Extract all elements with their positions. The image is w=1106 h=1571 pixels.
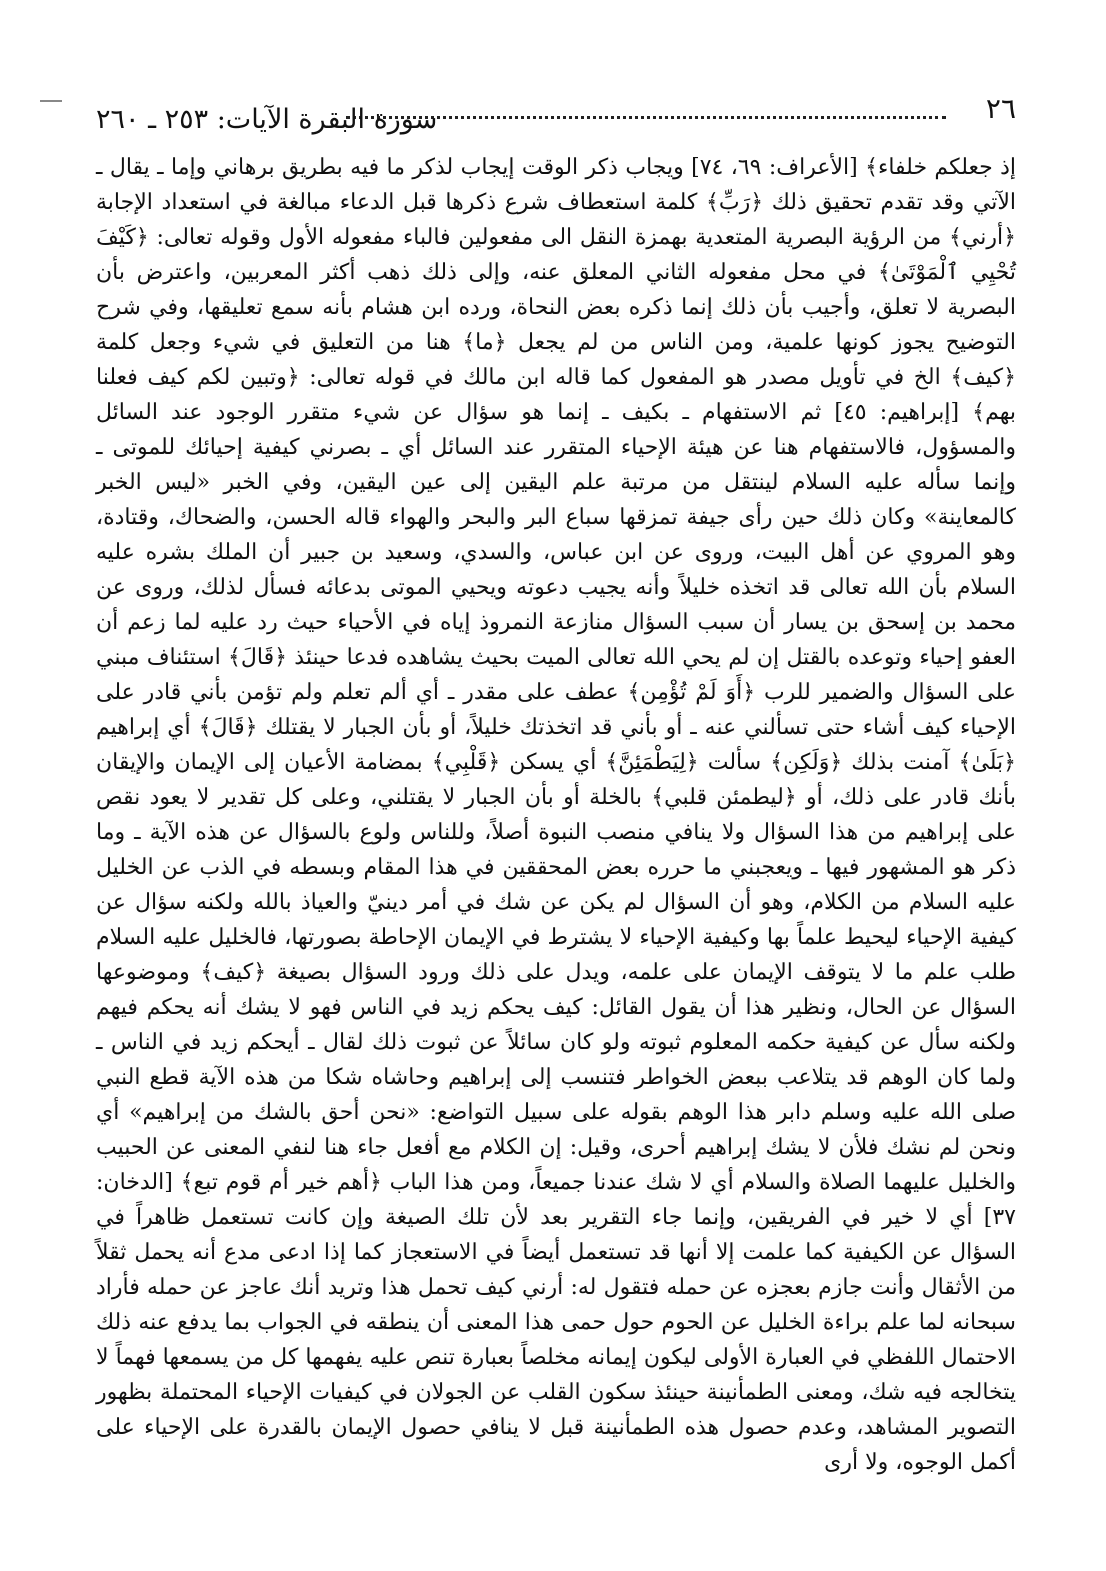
running-title: سورة البقرة الآيات: ٢٥٣ ـ ٢٦٠ (96, 104, 438, 135)
running-header (96, 86, 1016, 146)
body-paragraph: إذ جعلكم خلفاء﴾ [الأعراف: ٦٩، ٧٤] ويجاب ذكر الوقت إيجاب لذكر ما فيه بطريق برهاني وإما ـ يقال ـ الآتي وقد تقدم تحقيق ذلك ﴿رَبِّ﴾ كلمة استعطاف شرع ذكرها قبل الدعاء مبالغة في استعداد الإجابة ﴿أرني﴾ من الرؤية البصرية المتعدية بهمزة النقل الى مفعولين فالباء مفعوله الأول وقوله تعالى: ﴿كَيْفَ تُحْيِي ٱلْمَوْتَىٰ﴾ في محل مفعوله الثاني المعلق عنه، وإلى ذلك ذهب أكثر المعربين، واعترض بأن البصرية لا تعلق، وأجيب بأن ذلك إنما ذكره بعض النحاة، ورده ابن هشام بأنه سمع تعليقها، وفي شرح التوضيح يجوز كونها علمية، ومن الناس من لم يجعل ﴿ما﴾ هنا من التعليق في شيء وجعل كلمة ﴿كيف﴾ الخ في تأويل مصدر هو المفعول كما قاله ابن مالك في قوله تعالى: ﴿وتبين لكم كيف فعلنا بهم﴾ [إبراهيم: ٤٥] ثم الاستفهام ـ بكيف ـ إنما هو سؤال عن شيء متقرر الوجود عند السائل والمسؤول، فالاستفهام هنا عن هيئة الإحياء المتقرر عند السائل أي ـ بصرني كيفية إحيائك للموتى ـ وإنما سأله عليه السلام لينتقل من مرتبة علم اليقين إلى عين اليقين، وفي الخبر «ليس الخبر كالمعاينة» وكان ذلك حين رأى جيفة تمزقها سباع البر والبحر والهواء قاله الحسن، والضحاك، وقتادة، وهو المروي عن أهل البيت، وروى عن ابن عباس، والسدي، وسعيد بن جبير أن الملك بشره عليه السلام بأن الله تعالى قد اتخذه خليلاً وأنه يجيب دعوته ويحيي الموتى بدعائه فسأل لذلك، وروى عن محمد بن إسحق بن يسار أن سبب السؤال منازعة النمروذ إياه في الأحياء حيث رد عليه لما زعم أن العفو إحياء وتوعده بالقتل إن لم يحي الله تعالى الميت بحيث يشاهده فدعا حينئذ ﴿قَالَ﴾ استئناف مبني على السؤال والضمير للرب ﴿أَوَ لَمْ تُؤْمِن﴾ عطف على مقدر ـ أي ألم تعلم ولم تؤمن بأني قادر على الإحياء كيف أشاء حتى تسألني عنه ـ أو بأني قد اتخذتك خليلاً، أو بأن الجبار لا يقتلك ﴿قَالَ﴾ أي إبراهيم ﴿بَلَىٰ﴾ آمنت بذلك ﴿وَلَكِن﴾ سألت ﴿لِيَطْمَئِنَّ﴾ أي يسكن ﴿قَلْبِي﴾ بمضامة الأعيان إلى الإيمان والإيقان بأنك قادر على ذلك، أو ﴿ليطمئن قلبي﴾ بالخلة أو بأن الجبار لا يقتلني، وعلى كل تقدير لا يعود نقص على إبراهيم من هذا السؤال ولا ينافي منصب النبوة أصلاً، وللناس ولوع بالسؤال عن هذه الآية ـ وما ذكر هو المشهور فيها ـ ويعجبني ما حرره بعض المحققين في هذا المقام وبسطه في الذب عن الخليل عليه السلام من الكلام، وهو أن السؤال لم يكن عن شك في أمر دينيّ والعياذ بالله ولكنه سؤال عن كيفية الإحياء ليحيط علماً بها وكيفية الإحياء لا يشترط في الإيمان الإحاطة بصورتها، فالخليل عليه السلام طلب علم ما لا يتوقف الإيمان على علمه، ويدل على ذلك ورود السؤال بصيغة ﴿كيف﴾ وموضوعها السؤال عن الحال، ونظير هذا أن يقول القائل: كيف يحكم زيد في الناس فهو لا يشك أنه يحكم فيهم ولكنه سأل عن كيفية حكمه المعلوم ثبوته ولو كان سائلاً عن ثبوت ذلك لقال ـ أيحكم زيد في الناس ـ ولما كان الوهم قد يتلاعب ببعض الخواطر فتنسب إلى إبراهيم وحاشاه شكا من هذه الآية قطع النبي صلى الله عليه وسلم دابر هذا الوهم بقوله على سبيل التواضع: «نحن أحق بالشك من إبراهيم» أي ونحن لم نشك فلأن لا يشك إبراهيم أحرى، وقيل: إن الكلام مع أفعل جاء هنا لنفي المعنى عن الحبيب والخليل عليهما الصلاة والسلام أي لا شك عندنا جميعاً، ومن هذا الباب ﴿أهم خير أم قوم تبع﴾ [الدخان: ٣٧] أي لا خير في الفريقين، وإنما جاء التقرير بعد لأن تلك الصيغة وإن كانت تستعمل ظاهراً في السؤال عن الكيفية كما علمت إلا أنها قد تستعمل أيضاً في الاستعجاز كما إذا ادعى مدع أنه يحمل ثقلاً من الأثقال وأنت جازم بعجزه عن حمله فتقول له: أرني كيف تحمل هذا وتريد أنك عاجز عن حمله فأراد سبحانه لما علم براءة الخليل عن الحوم حول حمى هذا المعنى أن ينطقه في الجواب بما يدفع عنه ذلك الاحتمال اللفظي في العبارة الأولى ليكون إيمانه مخلصاً بعبارة تنص عليه يفهمها كل من يسمعها فهماً لا يتخالجه فيه شك، ومعنى الطمأنينة حينئذ سكون القلب عن الجولان في كيفيات الإحياء المحتملة بظهور التصوير المشاهد، وعدم حصول هذه الطمأنينة قبل لا ينافي حصول الإيمان بالقدرة على الإحياء على أكمل الوجوه، ولا أرى (96, 155, 1017, 1475)
page-number: ٢٦ (985, 92, 1016, 125)
margin-mark (40, 100, 62, 102)
page-body (96, 150, 1016, 1480)
